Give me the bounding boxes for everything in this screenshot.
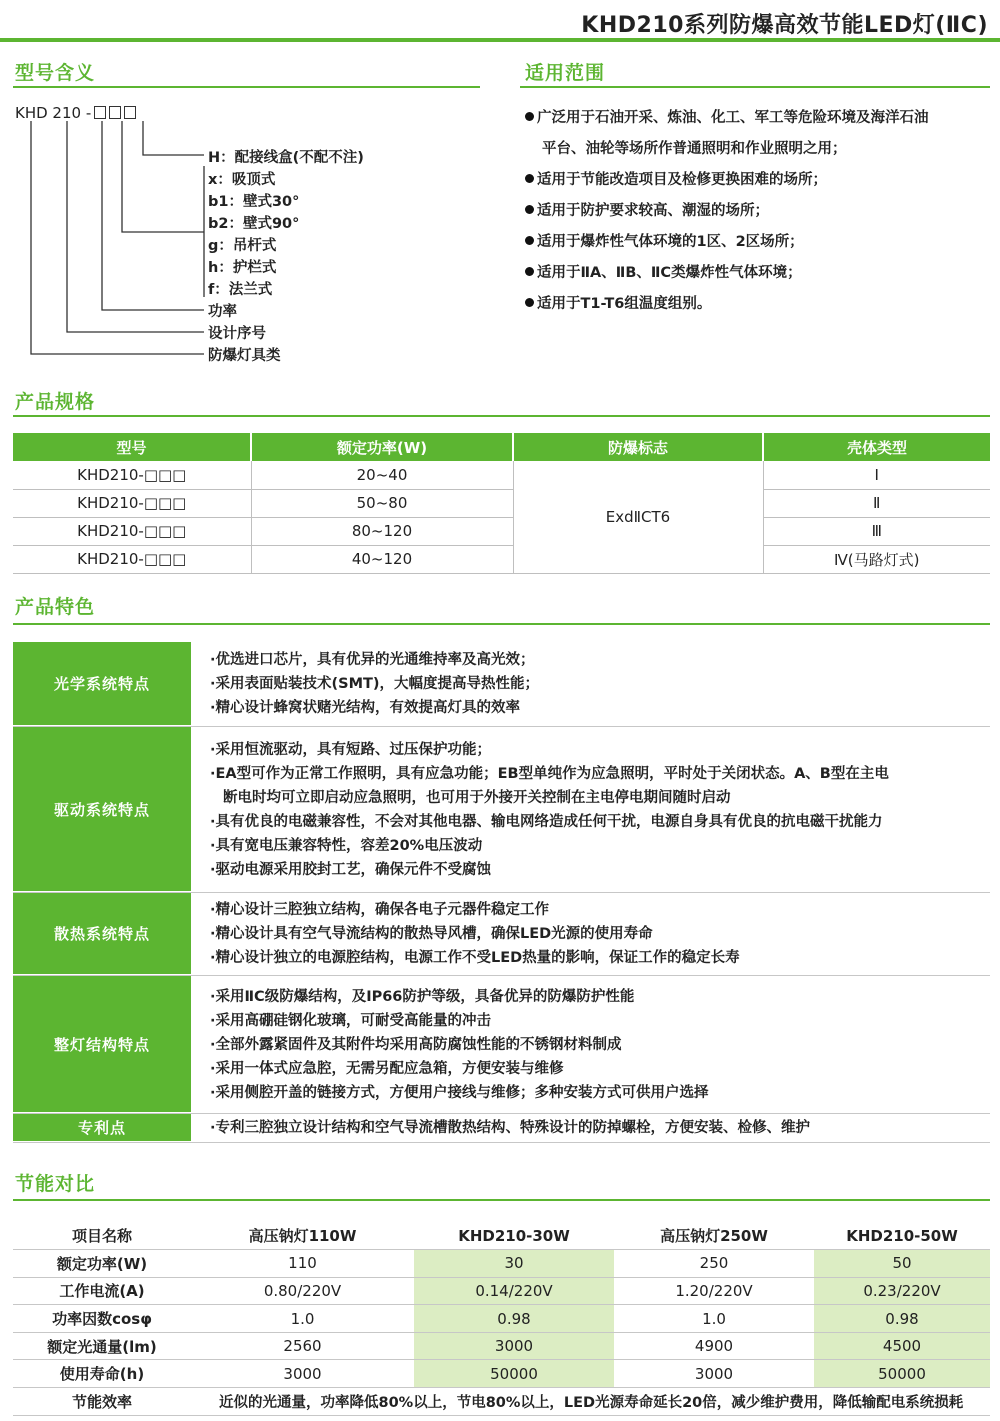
scope-item: 适用于ⅡA、ⅡB、ⅡC类爆炸性气体环境；: [525, 261, 802, 282]
compare-cell: 0.98: [814, 1305, 990, 1333]
bullet-icon: [525, 205, 534, 214]
feature-body: [191, 642, 990, 726]
compare-cell: 0.98: [414, 1305, 614, 1333]
feature-line: ·EA型可作为正常工作照明，具有应急功能；EB型单纯作为应急照明，平时处于关闭状态。A、B型在主电: [210, 765, 889, 782]
bullet-icon: [525, 112, 534, 121]
feature-block-patent: [13, 1114, 990, 1143]
compare-row-label: 额定光通量(lm): [13, 1332, 191, 1360]
feature-line: ·采用表面贴装技术(SMT)，大幅度提高导热性能；: [210, 676, 540, 692]
section-title-model-meaning: 型号含义: [15, 62, 96, 84]
spec-power: 40~120: [251, 545, 513, 573]
compare-cell: 50000: [414, 1360, 614, 1388]
feature-line: ·全部外露紧固件及其附件均采用高防腐蚀性能的不锈钢材料制成: [210, 1036, 622, 1053]
scope-item: 适用于爆炸性气体环境的1区、2区场所；: [525, 230, 804, 251]
feature-line: ·专利三腔独立设计结构和空气导流槽散热结构、特殊设计的防掉螺栓，方便安装、检修、维护: [210, 1120, 811, 1136]
table-row: [13, 545, 990, 573]
spec-power: 80~120: [251, 517, 513, 545]
scope-item: 适用于T1-T6组温度组别。: [525, 292, 711, 313]
feature-block-driver: [13, 727, 990, 893]
feature-line: ·精心设计蜂窝状赌光结构，有效提高灯具的效率: [210, 700, 521, 716]
bullet-icon: [525, 174, 534, 183]
diagram-label-b1: b1：壁式30°: [208, 194, 300, 210]
spec-table: [13, 433, 990, 574]
compare-header-cell: KHD210-50W: [814, 1222, 990, 1250]
feature-line: ·精心设计三腔独立结构，确保各电子元器件稳定工作: [210, 902, 550, 918]
compare-cell: 1.0: [191, 1305, 414, 1333]
feature-title: 专利点: [13, 1114, 191, 1142]
feature-body: [191, 976, 990, 1113]
feature-line: ·采用ⅡC级防爆结构，及IP66防护等级，具备优异的防爆防护性能: [210, 988, 635, 1005]
compare-header-cell: 项目名称: [13, 1222, 191, 1250]
feature-line: ·采用高硼硅钢化玻璃，可耐受高能量的冲击: [210, 1012, 492, 1029]
compare-cell: 30: [414, 1250, 614, 1278]
bullet-icon: [525, 298, 534, 307]
model-diagram-lines: [0, 0, 220, 370]
spec-ex-mark: ExdⅡCT6: [513, 461, 763, 573]
diagram-label-b2: b2：壁式90°: [208, 216, 300, 232]
section-title-compare: 节能对比: [15, 1173, 96, 1195]
spec-table-header: [13, 433, 990, 461]
compare-cell: 4500: [814, 1332, 990, 1360]
diagram-label-power: 功率: [208, 304, 237, 320]
feature-line: ·采用一体式应急腔，无需另配应急箱，方便安装与维修: [210, 1060, 564, 1077]
bullet-icon: [525, 267, 534, 276]
compare-header-row: [13, 1222, 990, 1250]
compare-cell: 50000: [814, 1360, 990, 1388]
compare-header-cell: KHD210-30W: [414, 1222, 614, 1250]
feature-line: 断电时均可立即启动应急照明，也可用于外接开关控制在主电停电期间随时启动: [223, 789, 731, 806]
spec-header-cell: 额定功率(W): [251, 433, 513, 461]
feature-line: ·驱动电源采用胶封工艺，确保元件不受腐蚀: [210, 861, 492, 878]
compare-header-cell: 高压钠灯250W: [614, 1222, 814, 1250]
spec-shell: Ⅱ: [763, 489, 990, 517]
diagram-label-category: 防爆灯具类: [208, 348, 281, 364]
compare-cell: 2560: [191, 1332, 414, 1360]
section-title-features: 产品特色: [15, 596, 96, 618]
compare-cell: 0.80/220V: [191, 1277, 414, 1305]
compare-table: [13, 1222, 990, 1416]
feature-body: [191, 727, 990, 892]
section-rule: [13, 415, 990, 417]
compare-row-label: 额定功率(W): [13, 1250, 191, 1278]
feature-line: ·优选进口芯片，具有优异的光通维持率及高光效；: [210, 652, 535, 668]
compare-cell: 3000: [414, 1332, 614, 1360]
feature-title: 驱动系统特点: [13, 727, 191, 892]
compare-cell: 250: [614, 1250, 814, 1278]
feature-line: ·精心设计独立的电源腔结构，电源工作不受LED热量的影响，保证工作的稳定长寿: [210, 950, 740, 966]
scope-item: 适用于防护要求较高、潮湿的场所；: [525, 199, 769, 220]
compare-summary-text: 近似的光通量，功率降低80%以上，节电80%以上，LED光源寿命延长20倍，减少维护费用，降低输配电系统损耗: [191, 1388, 990, 1416]
feature-body: [191, 893, 990, 975]
scope-item: 适用于节能改造项目及检修更换困难的场所；: [525, 168, 827, 189]
spec-model: KHD210-□□□: [13, 517, 251, 545]
spec-model: KHD210-□□□: [13, 545, 251, 573]
feature-line: ·采用恒流驱动，具有短路、过压保护功能；: [210, 741, 492, 758]
diagram-label-f: f：法兰式: [208, 282, 273, 298]
feature-line: ·具有优良的电磁兼容性，不会对其他电器、输电网络造成任何干扰，电源自身具有优良的抗电磁干扰能力: [210, 813, 883, 830]
table-row: [13, 1250, 990, 1278]
compare-summary-label: 节能效率: [13, 1388, 191, 1416]
diagram-label-h-rail: h：护栏式: [208, 260, 277, 276]
compare-row-label: 功率因数cosφ: [13, 1305, 191, 1333]
section-rule: [13, 1199, 990, 1201]
feature-title: 散热系统特点: [13, 893, 191, 975]
spec-header-cell: 壳体类型: [763, 433, 990, 461]
spec-header-cell: 型号: [13, 433, 251, 461]
bullet-icon: [525, 236, 534, 245]
spec-power: 50~80: [251, 489, 513, 517]
table-row: [13, 1388, 990, 1416]
compare-cell: 0.14/220V: [414, 1277, 614, 1305]
table-row: [13, 1277, 990, 1305]
scope-item: 广泛用于石油开采、炼油、化工、军工等危险环境及海洋石油: [525, 106, 929, 127]
table-row: [13, 1360, 990, 1388]
section-rule: [13, 623, 990, 625]
feature-block-cooling: [13, 893, 990, 976]
spec-power: 20~40: [251, 461, 513, 489]
spec-model: KHD210-□□□: [13, 461, 251, 489]
feature-block-optical: [13, 642, 990, 727]
compare-row-label: 工作电流(A): [13, 1277, 191, 1305]
spec-shell: Ⅰ: [763, 461, 990, 489]
spec-header-cell: 防爆标志: [513, 433, 763, 461]
table-row: [13, 1305, 990, 1333]
feature-title: 光学系统特点: [13, 642, 191, 726]
spec-shell: Ⅳ(马路灯式): [763, 545, 990, 573]
diagram-label-h: H：配接线盒(不配不注): [208, 150, 364, 166]
feature-line: ·采用侧腔开盖的链接方式，方便用户接线与维修；多种安装方式可供用户选择: [210, 1084, 709, 1101]
page-title: KHD210系列防爆高效节能LED灯(ⅡC): [581, 13, 988, 38]
feature-line: ·精心设计具有空气导流结构的散热导风槽，确保LED光源的使用寿命: [210, 926, 653, 942]
feature-title: 整灯结构特点: [13, 976, 191, 1113]
diagram-label-x: x：吸顶式: [208, 172, 276, 188]
diagram-label-serial: 设计序号: [208, 326, 266, 342]
feature-block-structure: [13, 976, 990, 1114]
compare-cell: 3000: [191, 1360, 414, 1388]
compare-cell: 1.20/220V: [614, 1277, 814, 1305]
compare-cell: 1.0: [614, 1305, 814, 1333]
compare-row-label: 使用寿命(h): [13, 1360, 191, 1388]
compare-cell: 4900: [614, 1332, 814, 1360]
section-rule: [520, 86, 990, 88]
table-row: [13, 1332, 990, 1360]
compare-cell: 50: [814, 1250, 990, 1278]
scope-item-continued: 平台、油轮等场所作普通照明和作业照明之用；: [542, 141, 847, 157]
compare-cell: 110: [191, 1250, 414, 1278]
table-row: [13, 489, 990, 517]
spec-model: KHD210-□□□: [13, 489, 251, 517]
section-title-specs: 产品规格: [15, 391, 96, 413]
compare-header-cell: 高压钠灯110W: [191, 1222, 414, 1250]
table-row: [13, 461, 990, 489]
table-row: [13, 517, 990, 545]
feature-line: ·具有宽电压兼容特性，容差20%电压波动: [210, 837, 483, 854]
model-code-prefix: KHD 210 -: [15, 104, 92, 122]
feature-body: [191, 1114, 990, 1142]
section-title-scope: 适用范围: [525, 62, 606, 84]
diagram-label-g: g：吊杆式: [208, 238, 277, 254]
compare-cell: 3000: [614, 1360, 814, 1388]
spec-shell: Ⅲ: [763, 517, 990, 545]
compare-cell: 0.23/220V: [814, 1277, 990, 1305]
